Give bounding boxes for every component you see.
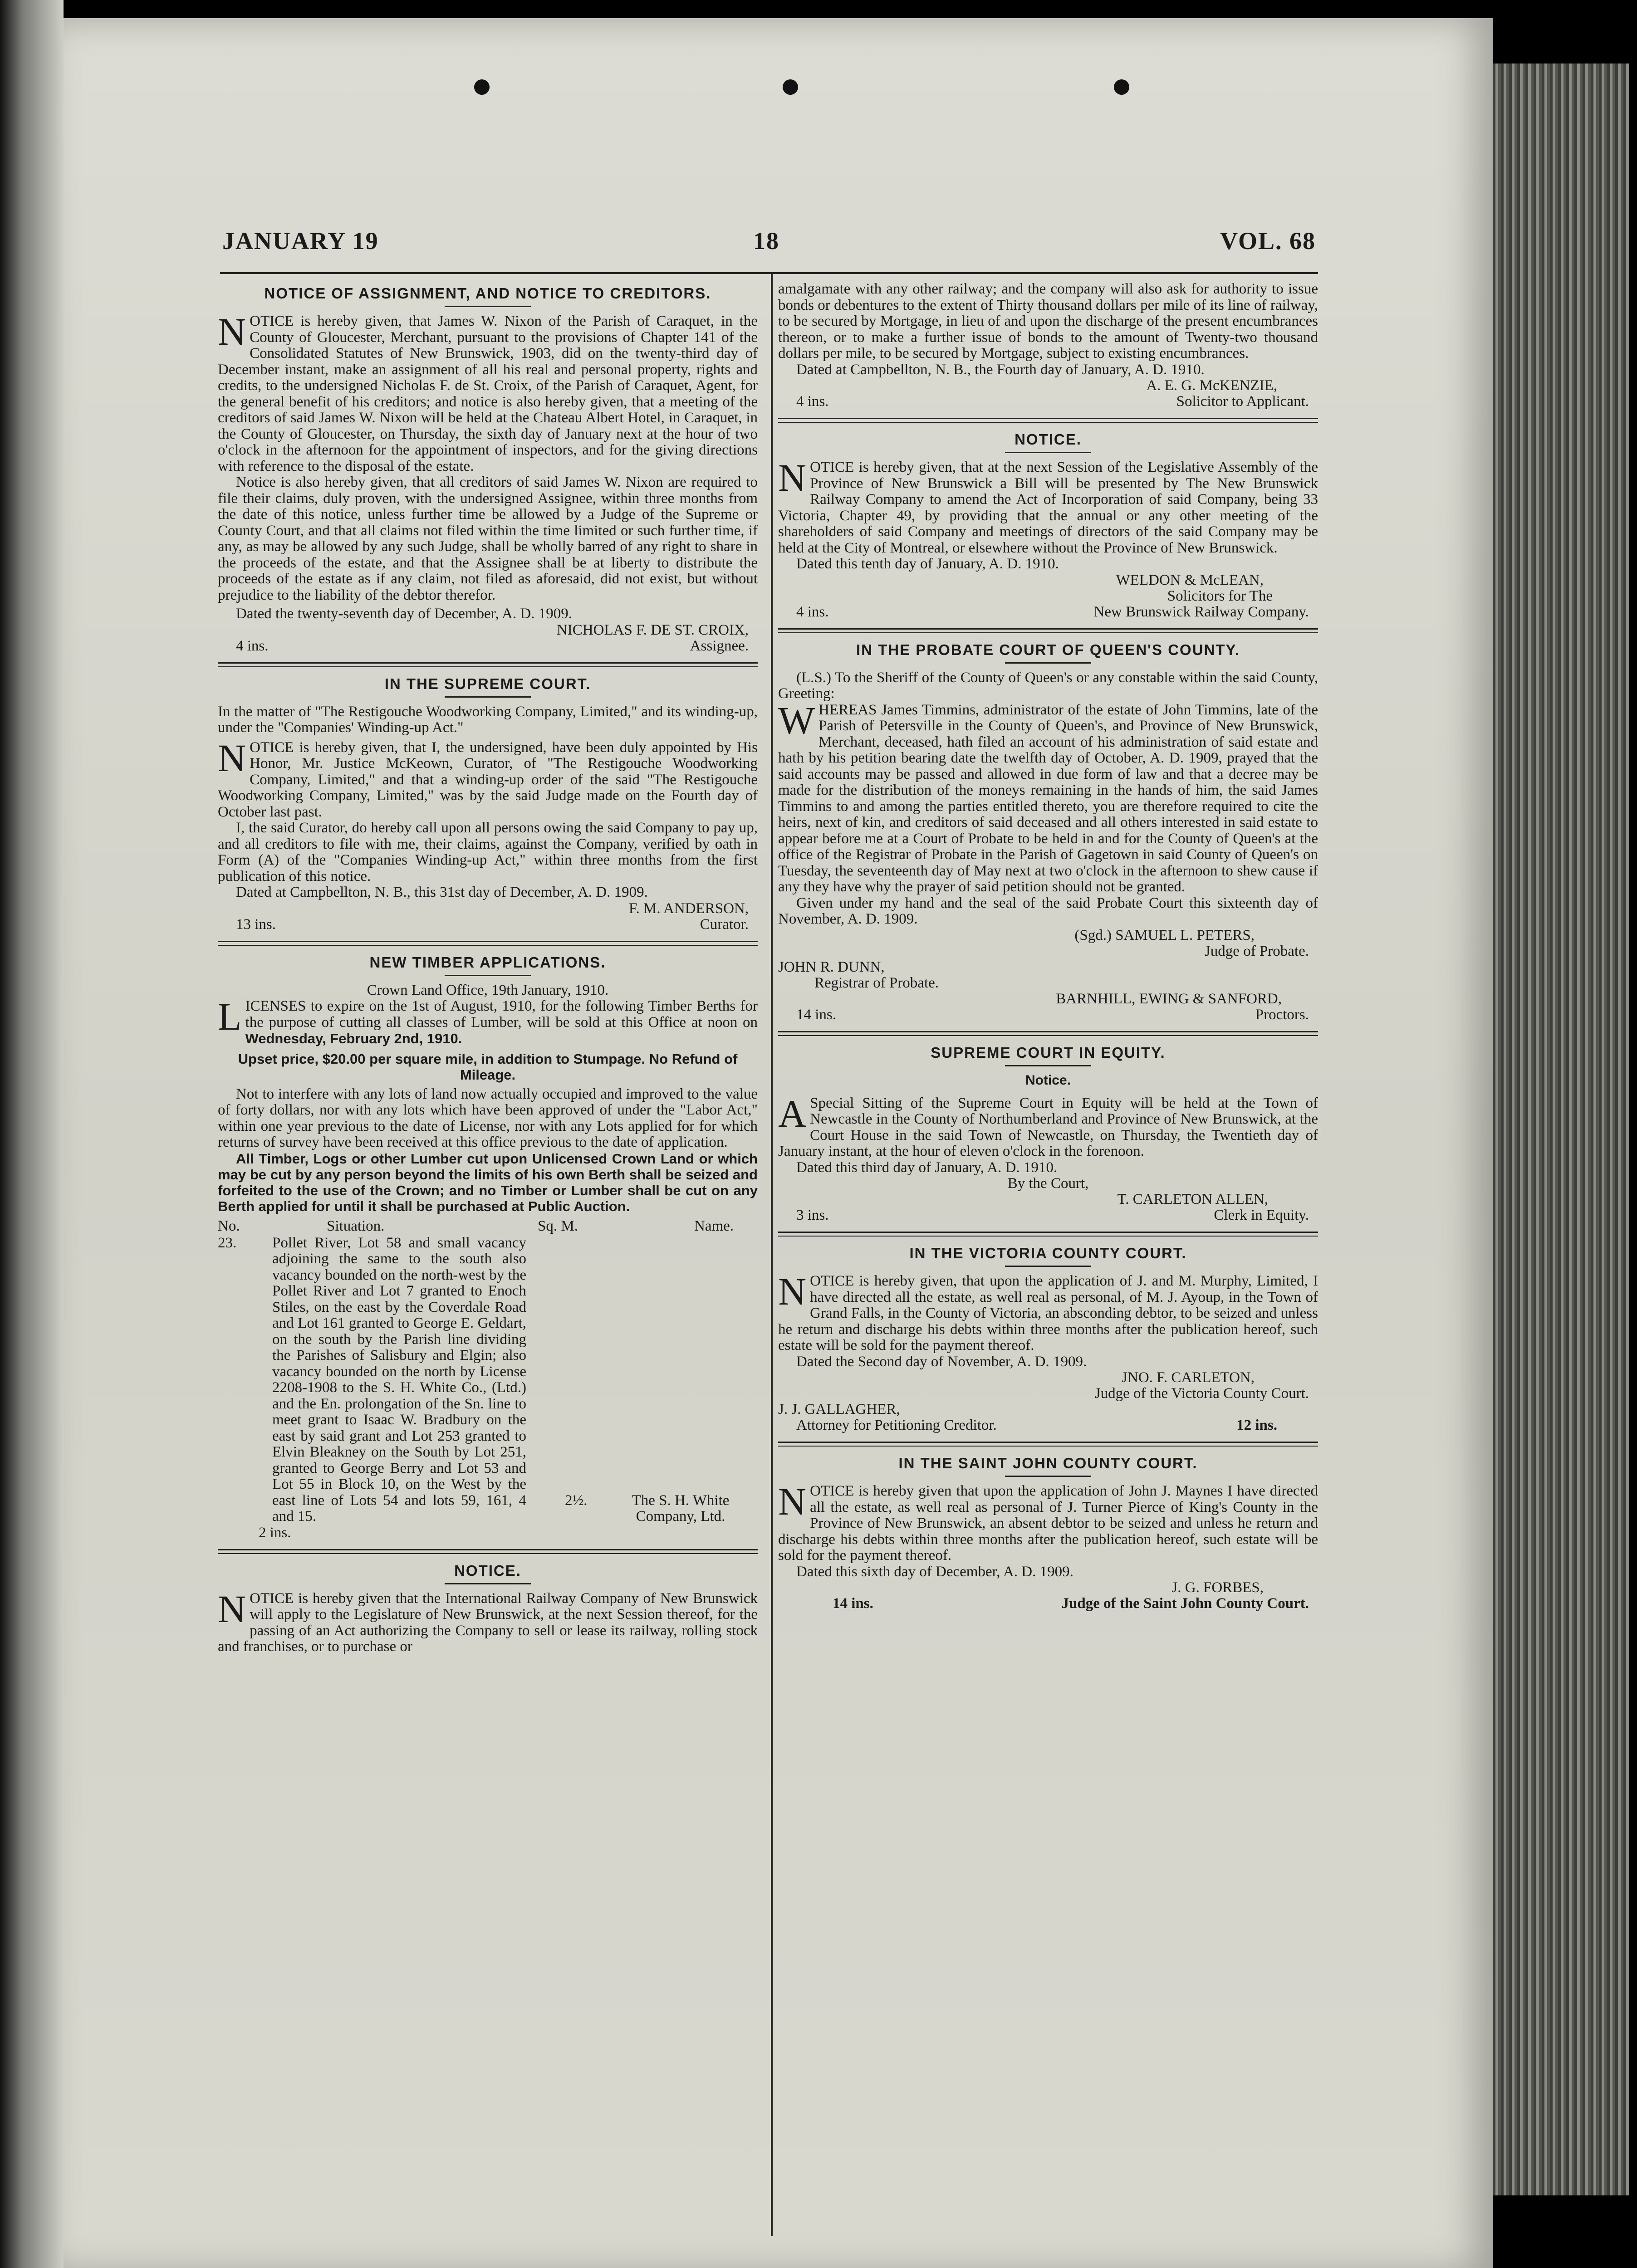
by-court: By the Court, — [1007, 1175, 1089, 1192]
registrar-role: Registrar of Probate. — [814, 974, 939, 991]
notice-given: Given under my hand and the seal of the said Probate Court this sixteenth day of November, A. D. 1909. — [778, 894, 1318, 927]
drop-cap: N — [218, 736, 246, 780]
notice-subheading: Notice. — [1025, 1072, 1071, 1088]
notice-body: OTICE is hereby given, that James W. Nixon of the Parish of Caraquet, in the County of Gloucester, Merchant, pursuant to the provisions of Chapter 141 of the Consolidated Statutes of New Brunswick, 1903, did on the twenty-third day of December instant, make an assignment of all his real and personal property, rights and credits, to the undersigned Nicholas F. de St. Croix, of the Parish of Caraquet, Agent, for the general benefit of his creditors; and notice is also hereby given, that a meeting of the creditors of said James W. Nixon will be held at the Chateau Albert Hotel, in Caraquet, in the County of Gloucester, on Thursday, the sixth day of January next at the hour of two o'clock in the afternoon for the appointment of inspectors, and for the giving directions with reference to the disposal of the estate. — [218, 313, 758, 474]
heading-rule — [1005, 1476, 1091, 1477]
supreme-court-notice — [218, 675, 758, 933]
drop-cap: N — [778, 456, 807, 499]
notice-heading: SUPREME COURT IN EQUITY. — [931, 1044, 1166, 1061]
col-no: No. — [218, 1217, 240, 1234]
notice-heading: IN THE SUPREME COURT. — [384, 675, 591, 692]
victoria-county-court-notice — [778, 1245, 1318, 1433]
binding-hole — [783, 79, 798, 95]
notice-date: Dated at Campbellton, N. B., this 31st day of December, A. D. 1909. — [236, 884, 648, 900]
insertions-count: 4 ins. — [796, 393, 829, 410]
notice-body: OTICE is hereby given that upon the application of John J. Maynes I have directed all the estate, as well real as personal of J. Turner Pierce of King's County in the Province of New Brunswick, an absent debtor to be seized and unless he return and discharge his debts within three months after the publication hereof, such estate will be sold for the payment thereof. — [778, 1483, 1318, 1564]
signer-role: Judge of the Saint John County Court. — [1061, 1595, 1309, 1612]
notice-body: Not to interfere with any lots of land now actually occupied and improved to the value of forty dollars, nor with any lots which have been approved of under the "Labor Act," within one year previous to the date of License, nor with any Lots applied for for which returns of survey have been received at this office previous to the date of application. — [218, 1085, 758, 1150]
notice-date: Dated this sixth day of December, A. D. 1909. — [796, 1563, 1073, 1580]
notice-body: OTICE is hereby given, that I, the undersigned, have been duly appointed by His Honor, Mr. Justice McKeown, Curator, of "The Restigouche Woodworking Company, Limited," and that a winding-up order of the said "The Restigouche Woodworking Company, Limited," was by the said Judge made on the Fourth day of October last past. — [218, 739, 758, 820]
notice-body: ICENSES to expire on the 1st of August, 1910, for the following Timber Berths for the purpose of cutting all classes of Lumber, will be sold at this Office at noon on — [245, 998, 758, 1031]
proctors: BARNHILL, EWING & SANFORD, — [1056, 990, 1282, 1007]
signer: A. E. G. McKENZIE, — [1146, 377, 1277, 394]
drop-cap: N — [778, 1270, 807, 1313]
sale-date: Wednesday, February 2nd, 1910. — [245, 1031, 462, 1046]
berth-table-header — [218, 1218, 758, 1235]
col-name: Name. — [694, 1217, 734, 1234]
header-page-number: 18 — [753, 227, 779, 254]
international-railway-notice — [218, 1562, 758, 1655]
insertions-count: 4 ins. — [796, 603, 829, 620]
notice-body-bold: All Timber, Logs or other Lumber cut upon Unlicensed Crown Land or which may be cut by any person beyond the limits of his own Berth shall be seized and forfeited to the use of the Crown; and no Timber or Lumber shall be cut on any Berth applied for until it shall be purchased at Public Auction. — [218, 1150, 758, 1214]
running-header — [222, 227, 1316, 263]
signer: T. CARLETON ALLEN, — [1117, 1191, 1268, 1207]
binding-hole — [474, 79, 490, 95]
section-rule — [778, 628, 1318, 633]
drop-cap: L — [218, 995, 242, 1038]
notice-body: Special Sitting of the Supreme Court in Equity will be held at the Town of Newcastle in the County of Northumberland and Province of New Brunswick, at the Court House in the said Town of Newcastle, on Thursday, the Twentieth day of January instant, at the hour of eleven o'clock in the forenoon. — [778, 1095, 1318, 1159]
berth-name: The S. H. White Company, Ltd. — [632, 1492, 730, 1525]
signer-role: New Brunswick Railway Company. — [1093, 603, 1309, 620]
notice-date: Dated at Campbellton, N. B., the Fourth day of January, A. D. 1910. — [796, 361, 1205, 378]
heading-rule — [1005, 1266, 1091, 1267]
notice-heading: NOTICE. — [1015, 431, 1082, 448]
notice-body: Notice is also hereby given, that all creditors of said James W. Nixon are required to file their claims, duly proven, with the undersigned Assignee, within three months from the date of this notice, unless further time be allowed by a Judge of the Supreme or County Court, and that all claims not filed within the time limited or such further time, if any, as may be allowed by any such Judge, shall be wholly barred of any right to share in the proceeds of the estate, and that the Assignee shall be at liberty to distribute the proceeds of the estate as if any claim, not filed as aforesaid, did not exist, but without prejudice to the liability of the debtor therefor. — [218, 474, 758, 603]
notice-heading: IN THE VICTORIA COUNTY COURT. — [909, 1245, 1187, 1261]
notice-body: OTICE is hereby given that the International Railway Company of New Brunswick will apply to the Legislature of New Brunswick, at the next Session thereof, for the passing of an Act authorizing the Company to sell or lease its railway, rolling stock and franchises, or to purchase or — [218, 1590, 758, 1655]
col-sq-m: Sq. M. — [538, 1217, 578, 1234]
insertions-count: 12 ins. — [1236, 1417, 1277, 1433]
saint-john-county-court-notice — [778, 1455, 1318, 1612]
notice-body: OTICE is hereby given, that upon the application of J. and M. Murphy, Limited, I have directed all the estate, as well real as personal, of M. J. Ayoup, in the Town of Grand Falls, in the County of Victoria, an absconding debtor, to be seized and unless he return and discharge his debts within three months after the publication hereof, such estate will be sold for the payment thereof. — [778, 1273, 1318, 1354]
probate-court-notice — [778, 641, 1318, 1023]
right-column — [778, 281, 1318, 1620]
section-rule — [778, 1031, 1318, 1036]
attorney-role: Attorney for Petitioning Creditor. — [796, 1417, 997, 1433]
judge-signer: (Sgd.) SAMUEL L. PETERS, — [1074, 927, 1255, 943]
signer-role: Clerk in Equity. — [1214, 1207, 1309, 1223]
supreme-court-equity-notice — [778, 1044, 1318, 1224]
heading-rule — [1005, 662, 1091, 664]
ls-line: (L.S.) To the Sheriff of the County of Queen's or any constable within the said County, Greeting: — [778, 669, 1318, 702]
signer-line: Solicitors for The — [1167, 587, 1273, 604]
notice-heading: IN THE SAINT JOHN COUNTY COURT. — [898, 1455, 1198, 1471]
signer-role: Solicitor to Applicant. — [1176, 393, 1309, 410]
matter-text: In the matter of "The Restigouche Woodworking Company, Limited," and its winding-up, under the "Companies' Winding-up Act." — [218, 703, 758, 736]
notice-date: Dated the Second day of November, A. D. 1909. — [796, 1353, 1087, 1370]
heading-rule — [445, 975, 531, 976]
berth-number: 23. — [218, 1234, 237, 1251]
left-page-gutter — [0, 0, 64, 2268]
section-rule — [218, 1549, 758, 1554]
signer: JNO. F. CARLETON, — [1122, 1369, 1255, 1386]
heading-rule — [445, 306, 531, 307]
book-page-edges — [1493, 64, 1629, 2195]
heading-rule — [445, 696, 531, 698]
notice-date: Dated this third day of January, A. D. 1910. — [796, 1159, 1058, 1176]
drop-cap: N — [218, 1587, 246, 1631]
berth-situation: Pollet River, Lot 58 and small vacancy adjoining the same to the south also vacancy bounded on the north-west by the Pollet River and Lot 7 granted to Enoch Stiles, on the east by the Coverdale Road and Lot 161 granted to George E. Geldart, on the south by the Parish line dividing the Parishes of Salisbury and Elgin; also vacancy bounded on the north by License 2208-1908 to the S. H. White Co., (Ltd.) and the En. prolongation of the Sn. line to meet grant to Isaac W. Bradbury on the east by said grant and Lot 253 granted to Elvin Bleakney on the South by Lot 251, granted to George Berry and Lot 53 and Lot 55 in Block 10, on the West by the east line of Lots 54 and lots 59, 161, 4 and 15. — [272, 1234, 526, 1525]
drop-cap: N — [778, 1480, 807, 1523]
heading-rule — [445, 1583, 531, 1584]
col-situation: Situation. — [327, 1217, 385, 1234]
notice-heading: NOTICE OF ASSIGNMENT, AND NOTICE TO CREDITORS. — [264, 285, 711, 302]
upset-price: Upset price, $20.00 per square mile, in addition to Stumpage. No Refund of Mileage. — [238, 1051, 738, 1083]
left-column — [218, 281, 758, 1663]
column-divider — [771, 272, 773, 2236]
notice-date: Dated this tenth day of January, A. D. 1910. — [796, 556, 1059, 572]
section-rule — [218, 662, 758, 667]
insertions-count: 14 ins. — [796, 1006, 837, 1023]
section-rule — [218, 941, 758, 946]
signer: J. G. FORBES, — [1171, 1579, 1264, 1596]
signer-role: Judge of the Victoria County Court. — [1094, 1385, 1309, 1402]
nb-railway-notice — [778, 431, 1318, 620]
notice-body: amalgamate with any other railway; and the company will also ask for authority to issue bonds or debentures to the extent of Thirty thousand dollars per mile of its line of railway, to be secured by Mortgage, in lieu of and upon the discharge of the present encumbrances thereon, or to make a further issue of bonds to the amount of Twenty-two thousand dollars per mile, to be secured by Mortgage, subject to existing encumbrances. — [778, 281, 1318, 362]
heading-rule — [1005, 452, 1091, 453]
signer-role: Assignee. — [690, 637, 749, 654]
international-railway-continued — [778, 281, 1318, 410]
signer: NICHOLAS F. DE ST. CROIX, — [556, 621, 749, 638]
timber-applications-notice — [218, 954, 758, 1541]
assignment-notice — [218, 285, 758, 654]
heading-rule — [1005, 1065, 1091, 1066]
drop-cap: A — [778, 1091, 807, 1135]
signer-role: Curator. — [700, 916, 749, 933]
insertions-count: 13 ins. — [236, 916, 276, 933]
drop-cap: N — [218, 310, 246, 353]
signer: F. M. ANDERSON, — [628, 900, 749, 917]
binding-hole — [1114, 79, 1129, 95]
insertions-count: 14 ins. — [833, 1595, 873, 1612]
attorney: J. J. GALLAGHER, — [778, 1401, 900, 1418]
section-rule — [778, 1232, 1318, 1237]
signer: WELDON & McLEAN, — [1116, 572, 1264, 588]
header-volume: VOL. 68 — [1220, 227, 1316, 254]
section-rule — [778, 1442, 1318, 1447]
insertions-count: 4 ins. — [236, 637, 269, 654]
header-date: JANUARY 19 — [222, 227, 379, 254]
office-line: Crown Land Office, 19th January, 1910. — [367, 982, 609, 998]
insertions-count: 3 ins. — [796, 1207, 829, 1223]
notice-body: HEREAS James Timmins, administrator of the estate of John Timmins, late of the Parish of Petersville in the County of Queen's, and Province of New Brunswick, Merchant, deceased, hath filed an account of his administration of said estate and hath by his petition bearing date the twelfth day of October, A. D. 1909, prayed that the said accounts may be passed and allowed in due form of law and that a decree may be made for the distribution of the moneys remaining in the hands of him, the said James Timmins to and among the parties entitled thereto, you are therefore required to cite the heirs, next of kin, and creditors of said deceased and all others interested in said estate to appear before me at a Court of Probate to be held in and for the County of Queen's at the office of the Registrar of Probate in the Parish of Gagetown in said County of Queen's on Tuesday, the seventeenth day of May next at two o'clock in the afternoon to shew cause if any they have why the prayer of said petition should not be granted. — [778, 701, 1318, 895]
section-rule — [778, 418, 1318, 423]
notice-heading: NOTICE. — [454, 1562, 521, 1579]
proctors-role: Proctors. — [1255, 1006, 1309, 1023]
drop-cap: W — [778, 698, 815, 742]
notice-heading: IN THE PROBATE COURT OF QUEEN'S COUNTY. — [856, 641, 1240, 658]
judge-role: Judge of Probate. — [1204, 943, 1309, 959]
notice-body: OTICE is hereby given, that at the next Session of the Legislative Assembly of the Province of New Brunswick a Bill will be presented by The New Brunswick Railway Company to amend the Act of Incorporation of said Company, being 33 Victoria, Chapter 49, by providing that the annual or any other meeting of the shareholders of said Company and meetings of directors of the said Company may be held at the City of Montreal, or elsewhere without the Province of New Brunswick. — [778, 459, 1318, 556]
notice-body: I, the said Curator, do hereby call upon all persons owing the said Company to pay up, and all creditors to file with me, their claims, against the Company, verified by oath in Form (A) of the "Companies Winding-up Act," within three months from the first publication of this notice. — [218, 820, 758, 885]
berth-row — [218, 1235, 758, 1525]
header-rule — [220, 272, 1318, 274]
notice-date: Dated the twenty-seventh day of December, A. D. 1909. — [236, 606, 572, 622]
berth-sq-m: 2½. — [565, 1492, 588, 1509]
notice-heading: NEW TIMBER APPLICATIONS. — [369, 953, 606, 971]
insertions-count: 2 ins. — [259, 1524, 291, 1541]
registrar: JOHN R. DUNN, — [778, 958, 885, 975]
